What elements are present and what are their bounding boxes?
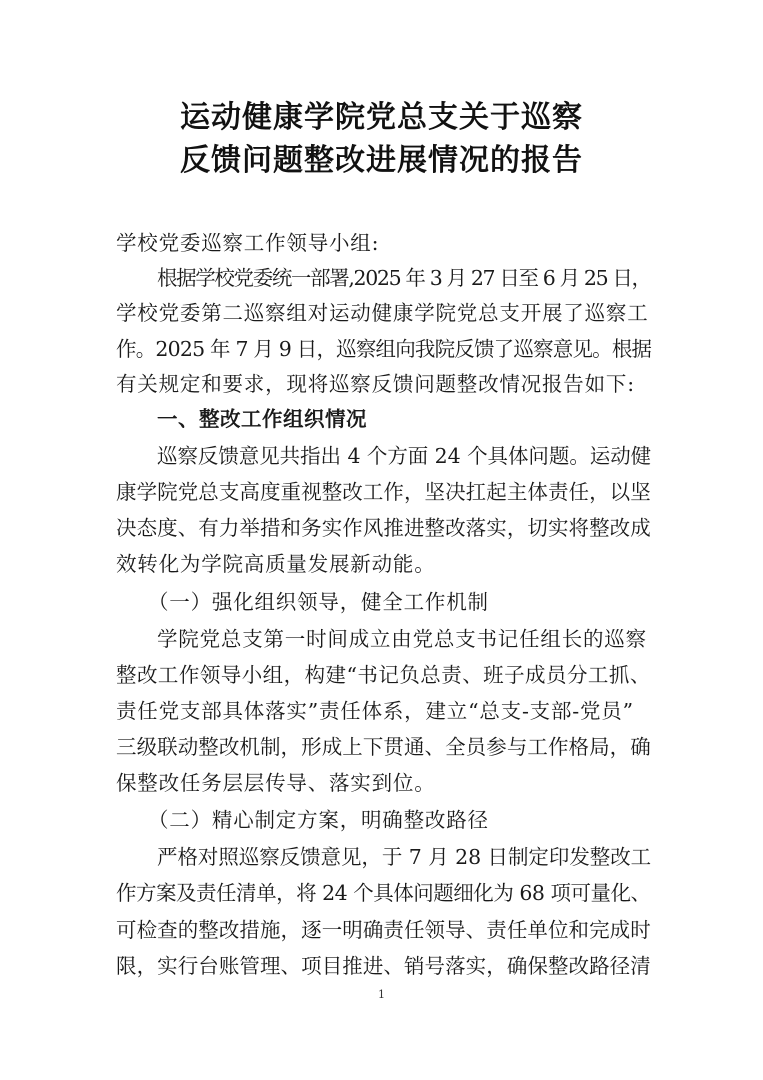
subsection-2-line-3: 可检查的整改措施，逐一明确责任领导、责任单位和完成时 <box>116 918 651 942</box>
intro-line-3: 作。2025 年 7 月 9 日，巡察组向我院反馈了巡察意见。根据 <box>116 337 652 361</box>
page-number: 1 <box>378 988 385 1001</box>
section-1-heading: 一、整改工作组织情况 <box>157 407 367 431</box>
intro-line-4: 有关规定和要求，现将巡察反馈问题整改情况报告如下: <box>116 372 635 396</box>
salutation: 学校党委巡察工作领导小组: <box>116 231 380 255</box>
intro-line-1: 根据学校党委统一部署,2025 年 3 月 27 日至 6 月 25 日， <box>157 266 651 290</box>
section-1-line-3: 决态度、有力举措和务实作风推进整改落实，切实将整改成 <box>116 516 651 540</box>
document-title-line-2: 反馈问题整改进展情况的报告 <box>180 143 583 178</box>
section-1-line-1: 巡察反馈意见共指出 4 个方面 24 个具体问题。运动健 <box>157 444 652 468</box>
subsection-1-line-2: 整改工作领导小组，构建“书记负总责、班子成员分工抓、 <box>116 663 651 687</box>
subsection-2-line-2: 作方案及责任清单，将 24 个具体问题细化为 68 项可量化、 <box>116 881 651 905</box>
subsection-1-line-4: 三级联动整改机制，形成上下贯通、全员参与工作格局，确 <box>116 735 651 759</box>
subsection-1-heading: （一）强化组织领导，健全工作机制 <box>148 590 489 614</box>
document-title-line-1: 运动健康学院党总支关于巡察 <box>180 100 583 135</box>
section-1-line-2: 康学院党总支高度重视整改工作，坚决扛起主体责任，以坚 <box>116 480 651 504</box>
subsection-2-heading: （二）精心制定方案，明确整改路径 <box>148 808 489 832</box>
subsection-1-line-5: 保整改任务层层传导、落实到位。 <box>116 771 436 795</box>
subsection-2-line-1: 严格对照巡察反馈意见，于 7 月 28 日制定印发整改工 <box>157 845 652 869</box>
subsection-2-line-4: 限，实行台账管理、项目推进、销号落实，确保整改路径清 <box>116 954 651 978</box>
subsection-1-line-1: 学院党总支第一时间成立由党总支书记任组长的巡察 <box>157 627 647 651</box>
intro-line-2: 学校党委第二巡察组对运动健康学院党总支开展了巡察工 <box>116 301 649 325</box>
section-1-line-4: 效转化为学院高质量发展新动能。 <box>116 552 436 576</box>
subsection-1-line-3: 责任党支部具体落实”责任体系，建立“总支-支部-党员” <box>116 699 634 723</box>
